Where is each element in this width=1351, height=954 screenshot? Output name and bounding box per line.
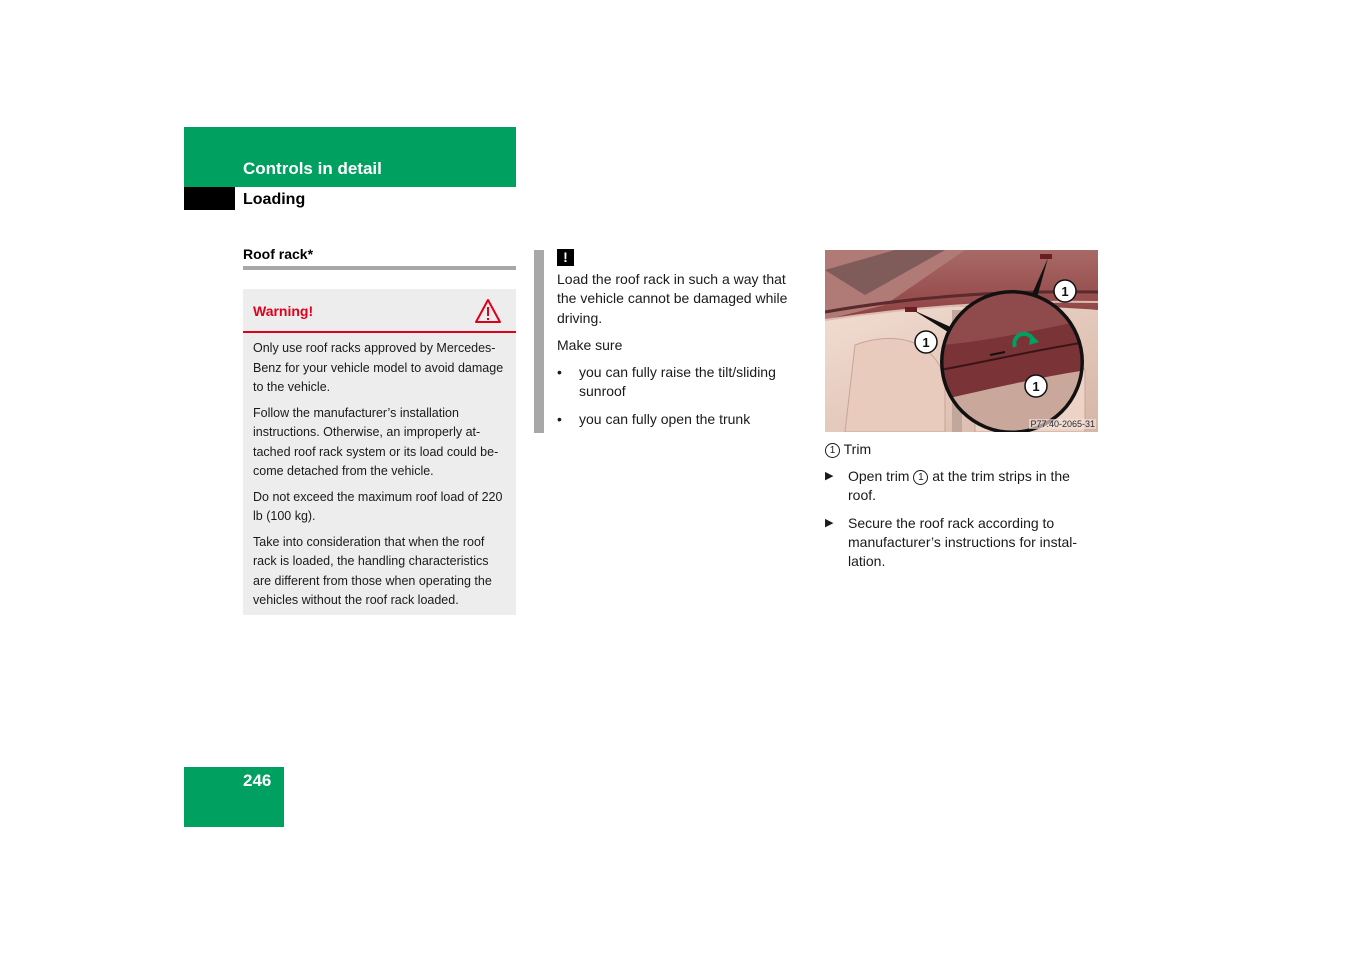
roof-rack-heading: Roof rack* bbox=[243, 246, 314, 262]
instruction-step bbox=[825, 467, 1100, 506]
callout-1 bbox=[1054, 280, 1076, 302]
page-number: 246 bbox=[243, 771, 272, 790]
chapter-title: Controls in detail bbox=[243, 159, 382, 178]
step-text: Open trim bbox=[848, 468, 910, 484]
note-paragraph: Load the roof rack in such a way that the vehicle cannot be damaged while driving. bbox=[557, 271, 788, 326]
list-item bbox=[557, 363, 807, 402]
note-bar bbox=[534, 250, 544, 433]
legend-label: Trim bbox=[843, 441, 872, 457]
roof-trim-illustration bbox=[825, 250, 1098, 432]
warning-paragraph: Take into consideration that when the roof rack is loaded, the handling characteristics are different from those when operating the vehicles without the roof rack loaded. bbox=[253, 534, 492, 607]
callout-label: 1 bbox=[922, 335, 930, 350]
heading-rule bbox=[243, 266, 516, 270]
section-marker bbox=[184, 187, 235, 210]
note-text bbox=[557, 270, 807, 437]
warning-paragraph: Only use roof racks approved by Mercedes-Benz for your vehicle model to avoid damage to the vehicle. bbox=[253, 341, 504, 394]
instruction-step bbox=[825, 514, 1100, 572]
note-list bbox=[557, 363, 807, 429]
legend-number: 1 bbox=[825, 443, 840, 458]
warning-paragraph: Do not exceed the maximum roof load of 220 lb (100 kg). bbox=[253, 489, 503, 523]
step-arrow-icon: ▶ bbox=[825, 470, 834, 482]
list-item bbox=[557, 410, 807, 429]
warning-title: Warning! bbox=[253, 303, 314, 319]
warning-triangle-icon bbox=[474, 298, 502, 324]
callout-1 bbox=[1025, 375, 1047, 397]
warning-header bbox=[243, 289, 516, 333]
list-item-text: you can fully open the trunk bbox=[579, 410, 751, 427]
callout-1 bbox=[915, 331, 937, 353]
section-title: Loading bbox=[243, 191, 306, 208]
warning-paragraph: Follow the manufacturer’s installation instructions. Otherwise, an improperly at-tached roof rack system or its load could be-come detached from the vehicle. bbox=[253, 405, 499, 478]
figure-code: P77.40-2065-31 bbox=[1030, 419, 1095, 429]
note-exclamation-icon: ! bbox=[557, 249, 574, 266]
callout-label: 1 bbox=[1061, 284, 1069, 299]
list-item-text: you can fully raise the tilt/sliding sunroof bbox=[579, 364, 776, 400]
step-text: at the trim strips in the roof. bbox=[848, 468, 1070, 504]
roof-illustration-svg bbox=[825, 250, 1098, 432]
step-callout-number: 1 bbox=[913, 470, 928, 485]
step-text: Secure the roof rack according to manufacturer’s instructions for instal-lation. bbox=[848, 514, 1078, 570]
legend bbox=[825, 440, 871, 459]
bullet: • bbox=[557, 410, 562, 427]
warning-box bbox=[243, 289, 516, 615]
callout-label: 1 bbox=[1032, 379, 1040, 394]
note-make-sure: Make sure bbox=[557, 336, 623, 353]
step-arrow-icon: ▶ bbox=[825, 516, 834, 529]
bullet: • bbox=[557, 364, 562, 381]
instruction-steps bbox=[825, 467, 1100, 579]
warning-body bbox=[253, 339, 510, 617]
